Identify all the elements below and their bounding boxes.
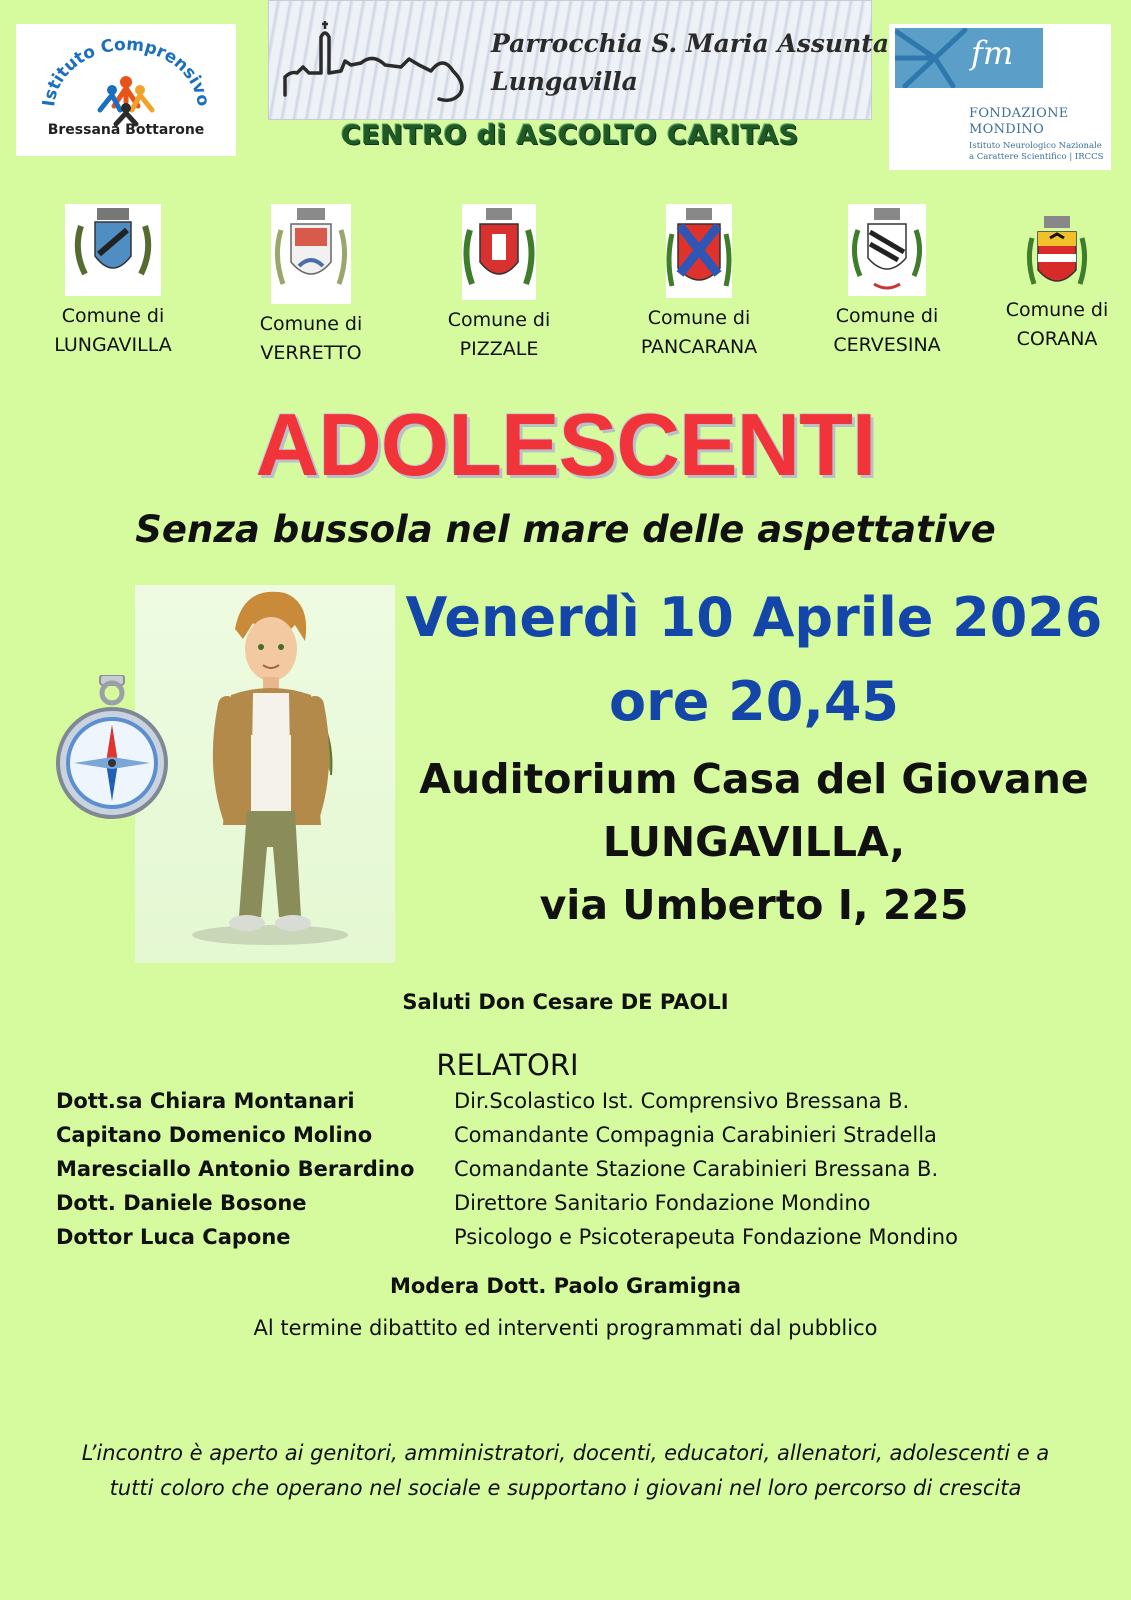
municipality-label: Comune di LUNGAVILLA: [54, 305, 172, 356]
event-headline: ADOLESCENTI: [255, 395, 876, 494]
event-date: Venerdì 10 Aprile 2026: [405, 586, 1103, 649]
fm-star-icon: [895, 28, 1043, 88]
parish-name-line2: Lungavilla: [491, 67, 638, 96]
speaker-role: Psicologo e Psicoterapeuta Fondazione Mondino: [454, 1225, 958, 1249]
fm-subtitle-line1: Istituto Neurologico Nazionale: [969, 141, 1102, 151]
audience-note: [40, 1436, 1091, 1506]
fm-logo-block: [895, 28, 1043, 88]
speakers-heading: RELATORI: [436, 1048, 579, 1082]
caritas-title: CENTRO di ASCOLTO CARITAS: [341, 120, 799, 151]
municipality-label: Comune di CORANA: [1005, 299, 1109, 350]
municipality-verretto: [216, 204, 406, 368]
municipality-corana: [962, 204, 1131, 354]
speaker-role: Comandante Stazione Carabinieri Bressana B.: [454, 1157, 939, 1181]
speaker-name: Dott.sa Chiara Montanari: [56, 1089, 355, 1113]
speaker-name: Capitano Domenico Molino: [56, 1123, 373, 1147]
school-logo: [16, 24, 236, 156]
coat-of-arms-icon: [462, 204, 536, 300]
parish-name-line1: Parrocchia S. Maria Assunta: [491, 29, 890, 58]
municipality-label: Comune di CERVESINA: [833, 305, 941, 356]
fm-name-line1: FONDAZIONE: [969, 106, 1069, 121]
audience-note-line2: tutti coloro che operano nel sociale e supportano i giovani nel loro percorso di crescita: [109, 1476, 1022, 1500]
teenager-illustration: [135, 585, 395, 963]
church-skyline-icon: [281, 15, 491, 107]
coat-of-arms-icon: [271, 204, 351, 304]
teen-illustration-panel: [135, 585, 395, 963]
fm-subtitle-line2: a Carattere Scientifico | IRCCS: [969, 152, 1104, 162]
venue-line1: Auditorium Casa del Giovane: [419, 755, 1089, 803]
coat-of-arms-icon: [848, 204, 926, 296]
municipality-pizzale: [404, 204, 594, 364]
compass-icon: [56, 675, 168, 821]
speaker-name: Dott. Daniele Bosone: [56, 1191, 307, 1215]
greetings: Saluti Don Cesare DE PAOLI: [402, 990, 729, 1014]
municipality-label: Comune di PANCARANA: [640, 307, 758, 358]
coat-of-arms-icon: [1026, 212, 1088, 296]
speaker-row: [56, 1089, 1116, 1123]
venue-line2: LUNGAVILLA,: [602, 818, 906, 866]
municipality-label: Comune di VERRETTO: [259, 313, 363, 364]
speaker-role: Comandante Compagnia Carabinieri Stradella: [454, 1123, 937, 1147]
moderator: Modera Dott. Paolo Gramigna: [389, 1274, 742, 1298]
municipality-pancarana: [604, 204, 794, 362]
parish-logo: [268, 0, 890, 120]
venue-line3: via Umberto I, 225: [539, 881, 969, 929]
municipality-lungavilla: [18, 204, 208, 360]
speaker-name: Dottor Luca Capone: [56, 1225, 291, 1249]
fondazione-mondino-logo: [889, 24, 1111, 170]
speaker-row: [56, 1191, 1116, 1225]
coat-of-arms-icon: [666, 204, 732, 298]
event-subheadline: Senza bussola nel mare delle aspettative: [135, 508, 996, 551]
event-time: ore 20,45: [609, 670, 899, 733]
closing-note: Al termine dibattito ed interventi programmati dal pubblico: [253, 1316, 878, 1340]
event-venue: [404, 748, 1104, 937]
speaker-role: Dir.Scolastico Ist. Comprensivo Bressana B.: [454, 1089, 910, 1113]
fm-letters: fm: [971, 34, 1014, 72]
municipality-label: Comune di PIZZALE: [447, 309, 551, 360]
speaker-row: [56, 1225, 1116, 1259]
fm-name-line2: MONDINO: [969, 122, 1045, 137]
school-name: Bressana Bottarone: [47, 122, 205, 138]
school-arc-text: Istituto Comprensivo: [39, 34, 214, 108]
speaker-name: Maresciallo Antonio Berardino: [56, 1157, 415, 1181]
speaker-row: [56, 1157, 1116, 1191]
speaker-role: Direttore Sanitario Fondazione Mondino: [454, 1191, 871, 1215]
coat-of-arms-icon: [65, 204, 161, 296]
municipality-cervesina: [792, 204, 982, 360]
speaker-row: [56, 1123, 1116, 1157]
audience-note-line1: L’incontro è aperto ai genitori, amministratori, docenti, educatori, allenatori, adolescenti e a: [81, 1441, 1050, 1465]
